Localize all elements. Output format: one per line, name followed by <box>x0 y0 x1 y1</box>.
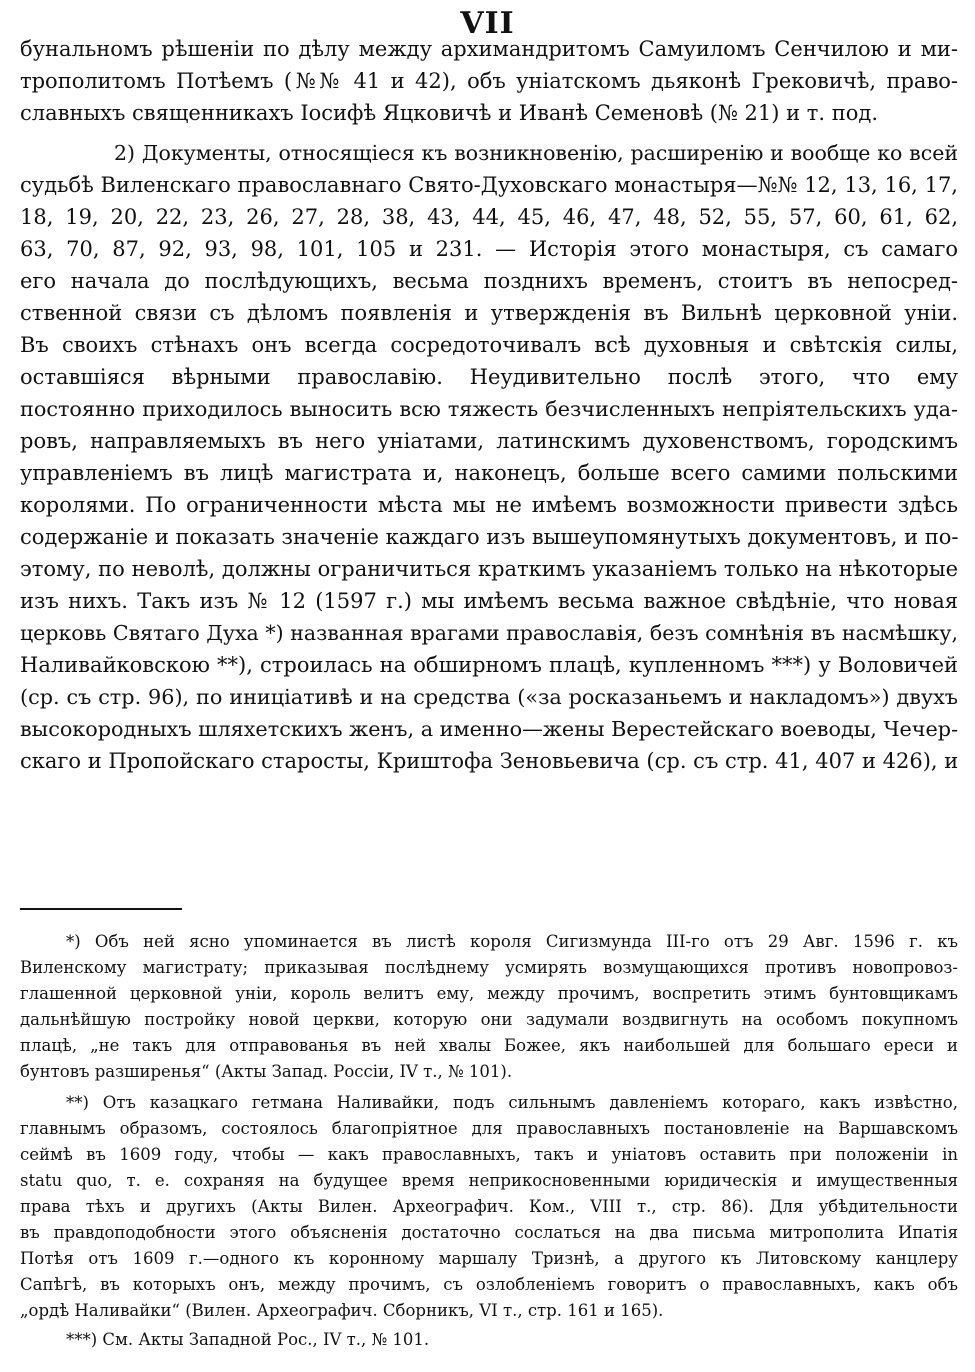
text-line: этому, по неволѣ, должны ограничиться краткимъ указаніемъ только на нѣкоторые <box>20 557 958 581</box>
footnote-divider <box>20 908 182 910</box>
text-line: ственной связи съ дѣломъ появленія и утвержденія въ Вильнѣ церковной уніи. <box>20 301 958 325</box>
footnote-line: statu quo, т. е. сохраняя на будущее время неприкосновенными юридическія и имущественныя <box>20 1171 958 1190</box>
text-line: судьбѣ Виленскаго православнаго Свято-Духовскаго монастыря—№№ 12, 13, 16, 17, <box>20 173 958 197</box>
text-line: королями. По ограниченности мѣста мы не имѣемъ возможности привести здѣсь <box>20 493 958 517</box>
text-line: высокородныхъ шляхетскихъ женъ, а именно—жены Верестейскаго воеводы, Чечер- <box>20 717 958 741</box>
footnote-line: плацѣ, „не такъ для отправованья въ ней хвалы Божее, якъ наибольшей для большаго ереси и <box>20 1036 958 1055</box>
footnote-line: **) Отъ казацкаго гетмана Наливайки, подъ сильнымъ давленіемъ котораго, какъ извѣстно, <box>66 1093 958 1112</box>
text-line: церковь Святаго Духа *) названная врагами православія, безъ сомнѣнія въ насмѣшку, <box>20 621 958 645</box>
footnote-line: Сапѣгѣ, въ которыхъ онъ, между прочимъ, съ озлобленіемъ говоритъ о православныхъ, какъ объ <box>20 1275 958 1294</box>
text-line: бунальномъ рѣшеніи по дѣлу между архимандритомъ Самуиломъ Сенчилою и ми- <box>20 37 958 61</box>
text-line: ровъ, направляемыхъ въ него уніатами, латинскимъ духовенствомъ, городскимъ <box>20 429 958 453</box>
text-line: оставшіяся вѣрными православію. Неудивительно послѣ этого, что ему <box>20 365 958 389</box>
text-line: постоянно приходилось выносить всю тяжесть безчисленныхъ непріятельскихъ уда- <box>20 397 958 421</box>
page-number: VII <box>460 6 515 41</box>
footnote-line: Потѣя отъ 1609 г.—одного къ коронному маршалу Тризнѣ, а другого къ Литовскому канцлеру <box>20 1249 958 1268</box>
footnote-line: сеймѣ въ 1609 году, чтобы — какъ православныхъ, такъ и уніатовъ оставить при положеніи in <box>20 1145 958 1164</box>
text-line: (ср. съ стр. 96), по иниціативѣ и на средства («за росказаньемъ и накладомъ») двухъ <box>20 685 958 709</box>
text-line: содержаніе и показать значеніе каждаго изъ вышеупомянутыхъ документовъ, и по- <box>20 525 958 549</box>
footnote-line: „ордѣ Наливайки“ (Вилен. Археографич. Сборникъ, VI т., стр. 161 и 165). <box>20 1301 664 1320</box>
footnote-line: бунтовъ разширенья“ (Акты Запад. Россіи, IV т., № 101). <box>20 1062 513 1081</box>
footnote-line: дальнѣйшую постройку новой церкви, которую они задумали воздвигнуть на особомъ покупномъ <box>20 1010 958 1029</box>
footnote-line: главнымъ образомъ, состоялось благопріятное для православныхъ постановленіе на Варшавскомъ <box>20 1119 958 1138</box>
footnote-line: въ правдоподобности этого объясненія достаточно сослаться на два письма митрополита Ипатія <box>20 1223 958 1242</box>
text-line: Наливайковскою **), строилась на обширномъ плацѣ, купленномъ ***) у Воловичей <box>20 653 958 677</box>
text-line: 2) Документы, относящіеся къ возникновенію, расширенію и вообще ко всей <box>114 141 958 165</box>
footnote-line: Виленскому магистрату; приказывая послѣднему усмирять возмущающихся противъ новопровоз- <box>20 958 958 977</box>
text-line: его начала до послѣдующихъ, весьма позднихъ временъ, стоитъ въ непосред- <box>20 269 958 293</box>
text-line: изъ нихъ. Такъ изъ № 12 (1597 г.) мы имѣемъ весьма важное свѣдѣніе, что новая <box>20 589 958 613</box>
footnote-line: права тѣхъ и другихъ (Акты Вилен. Археографич. Ком., VIII т., стр. 86). Для убѣдительности <box>20 1197 958 1216</box>
text-line: Въ своихъ стѣнахъ онъ всегда сосредоточивалъ всѣ духовныя и свѣтскія силы, <box>20 333 958 357</box>
text-line: 63, 70, 87, 92, 93, 98, 101, 105 и 231. — Исторія этого монастыря, съ самаго <box>20 237 958 261</box>
text-line: славныхъ священникахъ Іосифѣ Яцковичѣ и Иванѣ Семеновѣ (№ 21) и т. под. <box>20 101 879 125</box>
text-line: трополитомъ Потѣемъ (№№ 41 и 42), объ уніатскомъ дьяконѣ Грековичѣ, право- <box>20 69 958 93</box>
text-line: скаго и Пропойскаго старосты, Криштофа Зеновьевича (ср. съ стр. 41, 407 и 426), и <box>20 749 958 773</box>
footnote-line: ***) См. Акты Западной Рос., IV т., № 101. <box>66 1330 430 1349</box>
text-line: управленіемъ въ лицѣ магистрата и, наконецъ, больше всего самими польскими <box>20 461 958 485</box>
footnote-line: глашенной церковной уніи, король велитъ ему, между прочимъ, воспретить этимъ бунтовщикамъ <box>20 984 958 1003</box>
footnote-line: *) Объ ней ясно упоминается въ листѣ короля Сигизмунда III-го отъ 29 Авг. 1596 г. къ <box>66 932 958 951</box>
text-line: 18, 19, 20, 22, 23, 26, 27, 28, 38, 43, 44, 45, 46, 47, 48, 52, 55, 57, 60, 61, 62, <box>20 205 958 229</box>
